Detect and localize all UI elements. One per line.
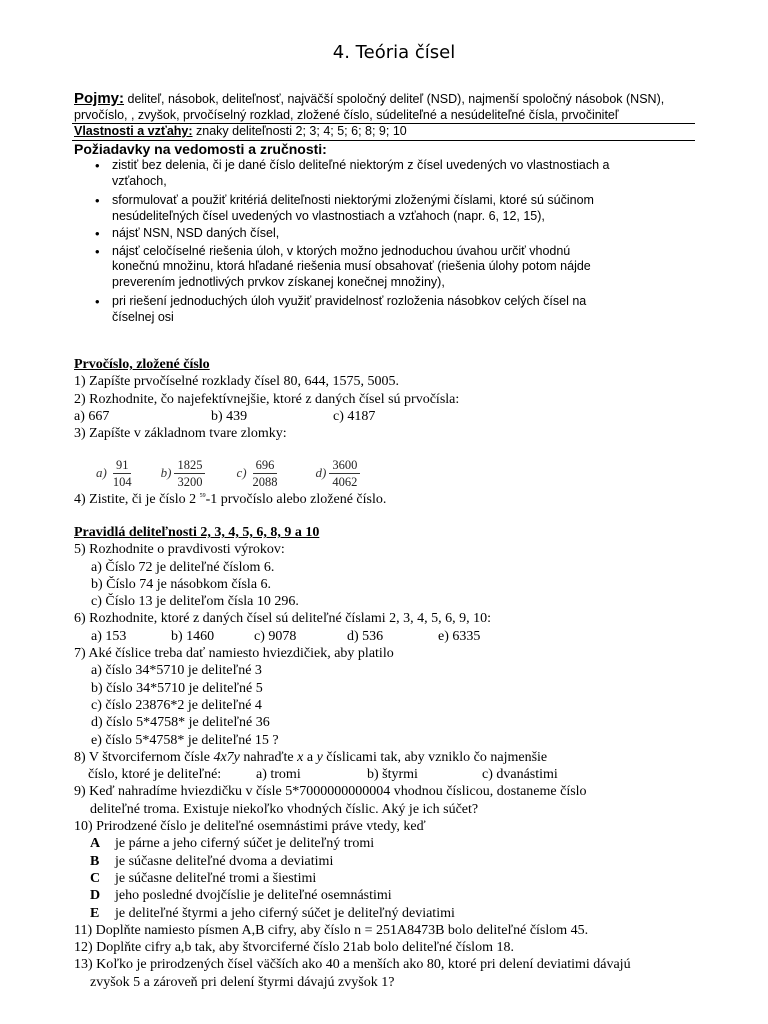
pojmy-block [74, 91, 694, 123]
question-13-cont: zvyšok 5 a zároveň pri delení štyrmi dávajú zvyšok 1? [90, 974, 395, 990]
question-6-options: a) 153 b) 1460 c) 9078 d) 536 e) 6335 [91, 628, 481, 644]
requirements-list [74, 158, 694, 325]
list-item: a) Číslo 72 je deliteľné číslom 6. [91, 559, 275, 575]
poziadavky-title: Požiadavky na vedomosti a zručnosti: [74, 141, 327, 157]
question-11: 11) Doplňte namiesto písmen A,B cifry, aby číslo n = 251A8473B bolo deliteľné číslom 45. [74, 922, 589, 938]
section-heading: Pravidlá deliteľnosti 2, 3, 4, 5, 6, 8, 9 a 10 [74, 525, 320, 540]
list-item: c) číslo 23876*2 je deliteľné 4 [91, 697, 262, 713]
question-4: 4) Zistite, či je číslo 2 $^{59}$-1 prvočíslo alebo zložené číslo. [74, 492, 387, 507]
fraction-c: c) $\frac{696}{2088}$ [236, 457, 278, 489]
question-7: 7) Aké číslice treba dať namiesto hviezdičiek, aby platilo [74, 646, 394, 662]
list-item: • sformulovať a použiť kritériá deliteľnosti niektorými zloženými číslami, ktoré sú súčinom nesúdeliteľných čísel uvedených vo vlastnostiach a vzťahoch (napr. 6, 12, 15), [112, 193, 694, 224]
question-13: 13) Koľko je prirodzených čísel väčších ako 40 a menších ako 80, ktoré pri delení deviatimi dávajú [74, 957, 631, 973]
list-item: c) Číslo 13 je deliteľom čísla 10 296. [91, 594, 299, 610]
vlastnosti-label: Vlastnosti a vzťahy: [74, 124, 193, 138]
list-item: E je deliteľné štyrmi a jeho ciferný súčet je deliteľný deviatimi [90, 905, 455, 921]
pojmy-line1: deliteľ, násobok, deliteľnosť, najväčší spoločný deliteľ (NSD), najmenší spoločný násobok (NSN), [124, 92, 665, 106]
pojmy-label: Pojmy: [74, 90, 125, 107]
list-item: • zistiť bez delenia, či je dané číslo deliteľné niektorým z čísel uvedených vo vlastnostiach a vzťahoch, [112, 158, 694, 189]
fraction-d: d) $\frac{3600}{4062}$ [316, 458, 361, 489]
vlastnosti-text: znaky deliteľnosti 2; 3; 4; 5; 6; 8; 9; 10 [192, 124, 407, 138]
question-1: 1) Zapíšte prvočíselné rozklady čísel 80, 644, 1575, 5005. [74, 374, 400, 390]
question-12: 12) Doplňte cifry a,b tak, aby štvorciferné číslo 21ab bolo deliteľné číslom 18. [74, 940, 514, 956]
list-item: D jeho posledné dvojčíslie je deliteľné osemnástimi [90, 888, 392, 904]
section-prvocislo [74, 356, 694, 442]
list-item: C je súčasne deliteľné tromi a šiestimi [90, 870, 317, 886]
pojmy-line2: prvočíslo, , zvyšok, prvočíselný rozklad, zložené číslo, súdeliteľné a nesúdeliteľné čísla, prvočiniteľ [74, 107, 619, 122]
section-delitelnost [74, 524, 694, 991]
list-item: e) číslo 5*4758* je deliteľné 15 ? [91, 732, 279, 748]
fraction-b: b) $\frac{1825}{3200}$ [161, 458, 206, 489]
poziadavky-block [74, 141, 694, 325]
section-heading: Prvočíslo, zložené číslo [74, 357, 210, 372]
fraction-a: a) $\frac{91}{104}$ [96, 457, 132, 489]
question-10: 10) Prirodzené číslo je deliteľné osemnástimi práve vtedy, keď [74, 819, 426, 835]
list-item: d) číslo 5*4758* je deliteľné 36 [91, 715, 270, 731]
question-2-options: a) 667 b) 439 c) 4187 [74, 408, 376, 424]
question-8-options: číslo, ktoré je deliteľné: a) tromi b) štyrmi c) dvanástimi [88, 767, 558, 783]
list-item: B je súčasne deliteľné dvoma a deviatimi [90, 853, 334, 869]
question-9: 9) Keď nahradíme hviezdičku v čísle 5*7000000000004 vhodnou číslicou, dostaneme číslo [74, 784, 587, 800]
list-item: b) Číslo 74 je násobkom čísla 6. [91, 576, 272, 592]
question-5: 5) Rozhodnite o pravdivosti výrokov: [74, 542, 285, 558]
list-item: • nájsť celočíselné riešenia úloh, v ktorých možno jednoduchou úvahou určiť vhodnú konečnú množinu, ktorá hľadané riešenia musí obsahovať (riešenia úlohy potom nájde preverením jednotlivých prvkov získanej konečnej množiny), [112, 244, 694, 291]
question-6: 6) Rozhodnite, ktoré z daných čísel sú deliteľné číslami 2, 3, 4, 5, 6, 9, 10: [74, 611, 492, 627]
question-9-cont: deliteľné troma. Existuje niekoľko vhodných číslic. Aký je ich súčet? [90, 801, 479, 817]
vlastnosti-block [74, 124, 694, 140]
fractions-row [96, 455, 376, 491]
question-8: 8) V štvorciferno​m čísle 4x7y nahraďte x a y číslicami tak, aby vzniklo čo najmenšie [74, 749, 548, 765]
list-item: b) číslo 34*5710 je deliteľné 5 [91, 680, 263, 696]
list-item: • nájsť NSN, NSD daných čísel, [112, 226, 694, 242]
page-title: 4. Teória čísel [332, 42, 456, 63]
list-item: a) číslo 34*5710 je deliteľné 3 [91, 663, 262, 679]
list-item: A je párne a jeho ciferný súčet je deliteľný tromi [90, 836, 375, 852]
question-3: 3) Zapíšte v základnom tvare zlomky: [74, 426, 287, 442]
question-2: 2) Rozhodnite, čo najefektívnejšie, ktoré z daných čísel sú prvočísla: [74, 391, 460, 407]
list-item: • pri riešení jednoduchých úloh využiť pravidelnosť rozloženia násobkov celých čísel na číselnej osi [112, 294, 694, 325]
